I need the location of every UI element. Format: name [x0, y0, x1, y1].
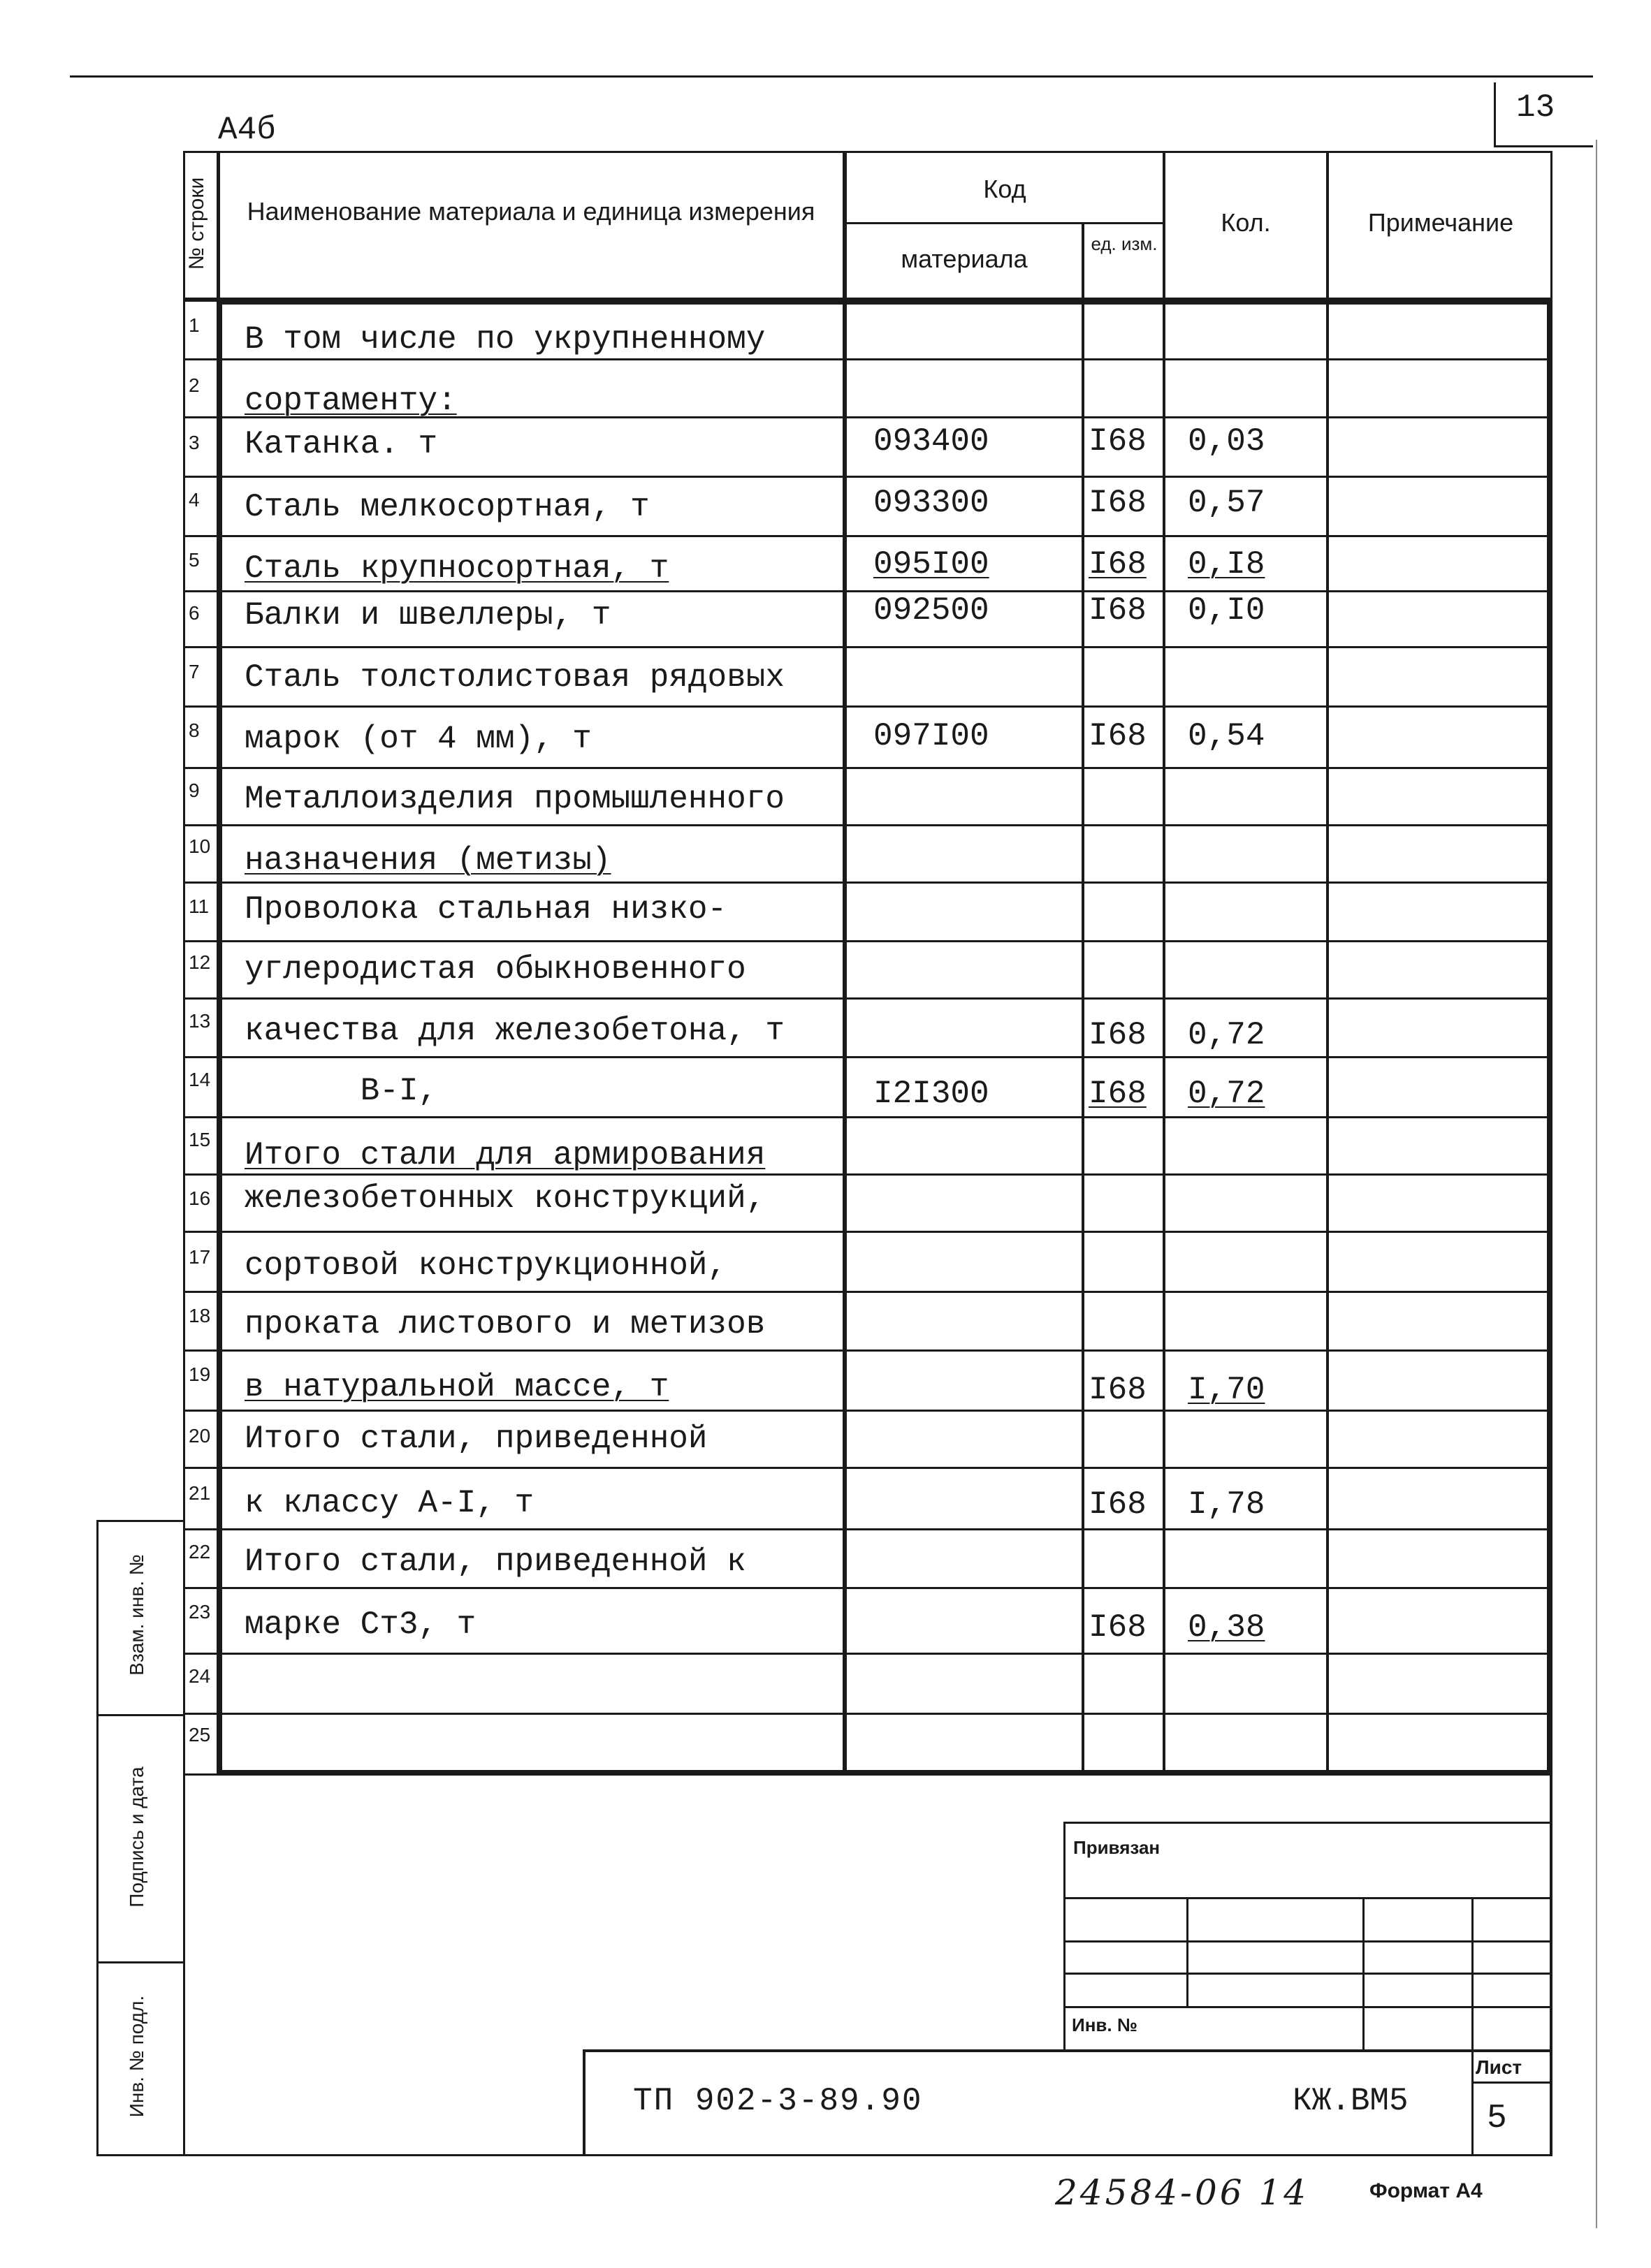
quantity: 0,03: [1188, 423, 1265, 460]
col-line-rownum: [217, 151, 220, 1776]
side-stamp-top: [96, 1520, 183, 1522]
col-line-code: [1082, 224, 1084, 1776]
row-number: 11: [189, 895, 210, 917]
header-code-group: Код: [983, 175, 1026, 203]
row-number: 21: [189, 1482, 211, 1504]
tb-sheet-no: 5: [1487, 2100, 1507, 2137]
row-number: 4: [189, 489, 200, 511]
row-number: 17: [189, 1246, 211, 1268]
tb-line: [1186, 1897, 1188, 2007]
row-line: [183, 1528, 1552, 1530]
unit-code: I68: [1089, 718, 1147, 754]
material-code: 092500: [873, 592, 989, 629]
row-line: [183, 1116, 1552, 1118]
tb-doc-code: ТП 902-3-89.90: [633, 2083, 923, 2119]
side-stamp-outer: [96, 1520, 99, 2156]
row-line: [183, 1467, 1552, 1469]
header-row-no: № строки: [185, 177, 208, 270]
quantity: 0,I8: [1188, 546, 1265, 583]
tb-line: [1063, 1822, 1552, 1824]
row-name: марке Ст3, т: [245, 1607, 477, 1643]
side-stamp-vzam: Взам. инв. №: [126, 1554, 147, 1676]
row-number: 3: [189, 432, 200, 453]
bottom-frame-base: [183, 2154, 1552, 2156]
side-stamp-sep: [96, 1714, 183, 1716]
row-number: 1: [189, 314, 200, 336]
header-code-material: материала: [901, 244, 1028, 273]
row-name: В том числе по укрупненному: [245, 321, 766, 358]
row-number: 5: [189, 549, 200, 571]
unit-code: I68: [1089, 1076, 1147, 1112]
row-name: сортовой конструкционной,: [245, 1248, 727, 1284]
row-name: Итого стали для армирования: [245, 1137, 766, 1173]
tb-mark: КЖ.ВМ5: [1293, 2083, 1409, 2119]
row-number: 13: [189, 1010, 211, 1032]
quantity: I,70: [1188, 1372, 1265, 1408]
side-stamp-inv-podl: Инв. № подл.: [126, 1995, 147, 2118]
quantity: 0,I0: [1188, 592, 1265, 629]
header-bottom-line: [183, 298, 1552, 302]
row-number: 7: [189, 661, 200, 682]
row-number: 15: [189, 1129, 211, 1150]
material-code: I2I300: [873, 1076, 989, 1112]
row-name: назначения (метизы): [245, 842, 611, 879]
row-line: [183, 767, 1552, 769]
page-number-base: [1494, 145, 1593, 147]
row-number: 18: [189, 1305, 211, 1326]
row-line: [183, 646, 1552, 648]
row-name: В-I,: [245, 1073, 438, 1109]
tb-line: [1063, 1897, 1552, 1899]
row-line: [183, 358, 1552, 360]
row-name: Металлоизделия промышленного: [245, 781, 785, 817]
row-name: углеродистая обыкновенного: [245, 951, 746, 988]
row-name: Сталь мелкосортная, т: [245, 489, 650, 525]
footer-format: Формат А4: [1369, 2179, 1483, 2202]
row-name: проката листового и метизов: [245, 1306, 766, 1342]
row-name: Сталь крупносортная, т: [245, 550, 669, 587]
row-line: [183, 535, 1552, 537]
tb-line: [1063, 2006, 1552, 2008]
row-line: [183, 1231, 1552, 1233]
row-line: [183, 1349, 1552, 1352]
row-number: 19: [189, 1363, 211, 1385]
top-rule: [70, 75, 1593, 78]
row-line: [183, 1173, 1552, 1176]
row-line: [183, 1653, 1552, 1655]
quantity: 0,54: [1188, 718, 1265, 754]
code-group-line: [843, 222, 1164, 224]
row-number: 20: [189, 1425, 211, 1447]
row-number: 24: [189, 1665, 211, 1687]
material-code: 093300: [873, 485, 989, 521]
row-line: [183, 1410, 1552, 1412]
material-code: 093400: [873, 423, 989, 460]
quantity: 0,72: [1188, 1017, 1265, 1053]
row-name: сортаменту:: [245, 383, 457, 419]
tb-line: [1063, 1973, 1552, 1975]
row-number: 14: [189, 1069, 211, 1090]
row-line: [183, 881, 1552, 884]
header-qty: Кол.: [1221, 208, 1271, 237]
row-line: [183, 940, 1552, 942]
unit-code: I68: [1089, 592, 1147, 629]
row-name: марок (от 4 мм), т: [245, 721, 592, 757]
row-line: [183, 476, 1552, 478]
header-note: Примечание: [1367, 208, 1514, 237]
tb-line: [1063, 1822, 1065, 2052]
unit-code: I68: [1089, 1372, 1147, 1408]
col-line-unit: [1163, 151, 1165, 1776]
row-name: Сталь толстолистовая рядовых: [245, 659, 785, 696]
footer-handwritten: 24584-06 14: [1055, 2172, 1309, 2213]
row-number: 23: [189, 1601, 211, 1623]
row-number: 10: [189, 835, 211, 857]
row-name: Проволока стальная низко-: [245, 891, 727, 928]
tb-line: [1362, 1897, 1365, 2052]
header-name: Наименование материала и единица измерения: [247, 197, 815, 226]
row-number: 16: [189, 1187, 211, 1209]
row-line: [183, 824, 1552, 826]
row-name: качества для железобетона, т: [245, 1013, 785, 1049]
row-name: Катанка. т: [245, 426, 438, 462]
row-number: 25: [189, 1724, 211, 1746]
material-code: 097I00: [873, 718, 989, 754]
row-number: 12: [189, 951, 211, 973]
row-number: 8: [189, 719, 200, 741]
row-name: к классу А-I, т: [245, 1485, 534, 1521]
row-number: 2: [189, 374, 200, 396]
tb-main-top: [583, 2049, 1552, 2052]
unit-code: I68: [1089, 1486, 1147, 1523]
row-number: 9: [189, 780, 200, 801]
row-line: [183, 1587, 1552, 1589]
row-name: Итого стали, приведенной к: [245, 1544, 746, 1580]
quantity: 0,57: [1188, 485, 1265, 521]
quantity: 0,38: [1188, 1609, 1265, 1646]
tb-privyazan: Привязан: [1073, 1837, 1161, 1858]
header-code-unit: ед. изм.: [1091, 233, 1158, 254]
row-name: железобетонных конструкций,: [245, 1180, 766, 1217]
format-mark: А4б: [218, 112, 276, 148]
unit-code: I68: [1089, 1017, 1147, 1053]
quantity: 0,72: [1188, 1076, 1265, 1112]
col-line-qty: [1326, 151, 1329, 1776]
row-number: 6: [189, 602, 200, 624]
page-number-divider: [1494, 82, 1496, 147]
right-margin-line: [1596, 140, 1597, 2228]
row-line: [183, 997, 1552, 1000]
unit-code: I68: [1089, 423, 1147, 460]
side-stamp-podpis: Подпись и дата: [126, 1766, 147, 1908]
page-number: 13: [1516, 89, 1555, 126]
tb-inv-no: Инв. №: [1072, 2014, 1137, 2035]
row-name: Балки и швеллеры, т: [245, 597, 611, 634]
unit-code: I68: [1089, 485, 1147, 521]
row-number: 22: [189, 1541, 211, 1563]
row-line: [183, 1713, 1552, 1715]
row-line: [183, 705, 1552, 708]
row-line: [183, 590, 1552, 592]
tb-sheet-line: [1471, 2082, 1552, 2084]
tb-sheet-label: Лист: [1476, 2056, 1522, 2078]
row-line: [183, 1291, 1552, 1293]
bottom-frame-right: [1550, 1776, 1552, 2156]
row-line: [183, 1056, 1552, 1058]
quantity: I,78: [1188, 1486, 1265, 1523]
side-stamp-bottom: [96, 2154, 183, 2156]
unit-code: I68: [1089, 546, 1147, 583]
tb-line: [1471, 1897, 1474, 2154]
material-code: 095I00: [873, 546, 989, 583]
unit-code: I68: [1089, 1609, 1147, 1646]
col-line-name: [843, 151, 847, 1776]
tb-line: [1063, 1940, 1552, 1943]
bottom-frame-left: [183, 1776, 185, 2156]
row-name: в натуральной массе, т: [245, 1369, 669, 1405]
tb-main-left: [583, 2049, 586, 2156]
row-name: Итого стали, приведенной: [245, 1421, 708, 1457]
